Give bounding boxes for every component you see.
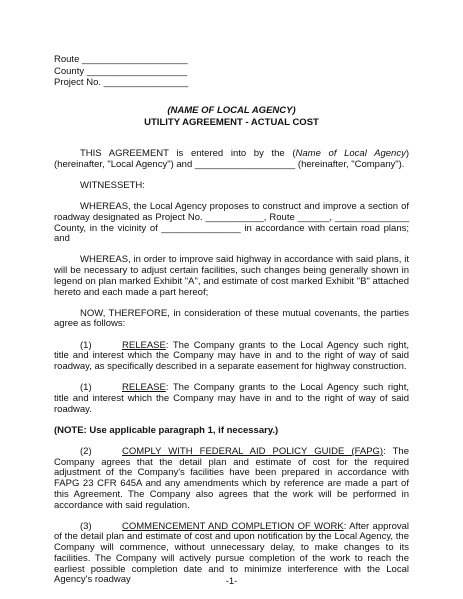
page-number: -1- bbox=[225, 576, 238, 587]
release-clause-2: (1) RELEASE: The Company grants to the Local Agency such right, title and interest which the Company may have in and to the right of way of said roadway. bbox=[54, 382, 409, 415]
agreement-title: UTILITY AGREEMENT - ACTUAL COST bbox=[144, 117, 319, 128]
fapg-clause: (2) COMPLY WITH FEDERAL AID POLICY GUIDE (FAPG): The Company agrees that the detail plan and estimate of cost for the required adjustment of the Company's facilities have been prepared in accordance with FAPG 23 CFR 645A and any amendments which by reference are made a part of this Agreement. The Company also agrees that the work will be performed in accordance with said regulation. bbox=[54, 446, 409, 511]
intro-paragraph: THIS AGREEMENT is entered into by the (Name of Local Agency) (hereinafter, "Local Agency") and ___________________ (hereinafter, "Company"). bbox=[54, 148, 409, 170]
note-paragraph: (NOTE: Use applicable paragraph 1, if necessary.) bbox=[54, 424, 279, 436]
local-agency-name: Name of Local Agency bbox=[295, 148, 406, 159]
project-header bbox=[54, 55, 188, 90]
now-therefore-paragraph: NOW, THEREFORE, in consideration of these mutual covenants, the parties agree as follows: bbox=[54, 307, 409, 330]
document-title bbox=[0, 106, 463, 130]
release-clause-1: (1) RELEASE: The Company grants to the Local Agency such right, title and interest which the Company may have in and to the right of way of said roadway, as specifically described in a separate easement for highway construction. bbox=[54, 339, 409, 373]
whereas-paragraph-2: WHEREAS, in order to improve said highway in accordance with said plans, it will be necessary to adjust certain facilities, such changes being generally shown in legend on plan marked Exhibit "A", and estimate of cost marked Exhibit "B" attached hereto and each made a part hereof; bbox=[54, 254, 409, 298]
agency-name-title: (NAME OF LOCAL AGENCY) bbox=[167, 105, 296, 116]
commencement-clause: (3) COMMENCEMENT AND COMPLETION OF WORK: After approval of the detail plan and estimate of cost and upon notification by the Local Agency, the Company will commence, without unnecessary delay, to make changes to its facilities. The Company will actively pursue completion of the work to reach the earliest possible completion date and to minimize interference with the Local Agency's roadway bbox=[54, 520, 409, 586]
county-line: County ___________________ bbox=[54, 65, 188, 77]
witnesseth-heading: WITNESSETH: bbox=[80, 179, 145, 191]
agreement-body bbox=[54, 149, 409, 597]
whereas-paragraph-1: WHEREAS, the Local Agency proposes to construct and improve a section of roadway designated as Project No. ___________, Route ______, ______________ County, in the vicinity of _______________ in accordance with certain road plans; and bbox=[54, 201, 409, 245]
route-line: Route ____________________ bbox=[54, 54, 188, 65]
project-number-line: Project No. ________________ bbox=[54, 77, 189, 88]
